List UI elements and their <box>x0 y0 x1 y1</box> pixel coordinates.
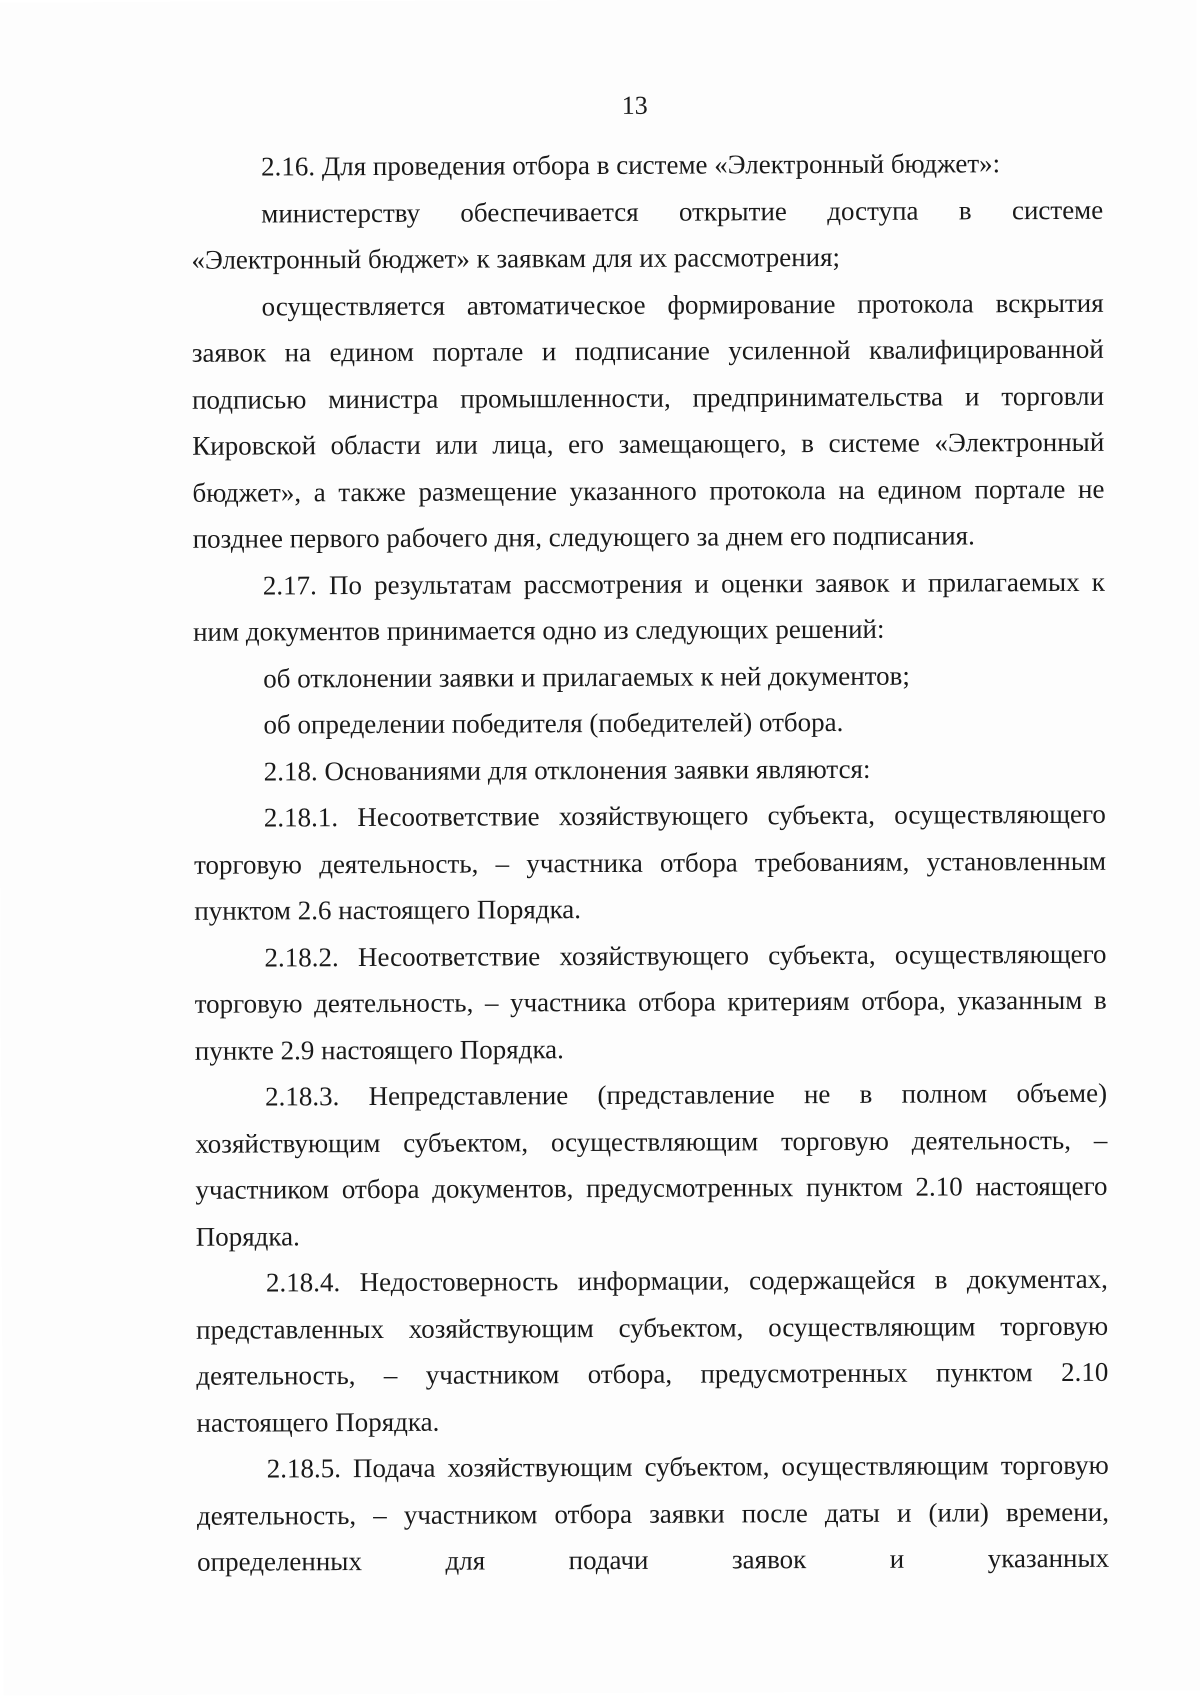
paragraph-2-18-4: 2.18.4. Недостоверность информации, содержащейся в документах, представленных хозяйствующим субъектом, осуществляющим торговую деятельность, – участником отбора, предусмотренных пунктом 2.10 настоящего Порядка. <box>196 1263 1109 1438</box>
paragraph-winner-decision: об определении победителя (победителей) отбора. <box>263 706 844 740</box>
paragraph-ministry-access: министерству обеспечивается открытие доступа в системе «Электронный бюджет» к заявкам для их рассмотрения; <box>191 194 1104 275</box>
page-number: 13 <box>621 90 648 120</box>
paragraph-2-18: 2.18. Основаниями для отклонения заявки являются: <box>263 753 871 786</box>
paragraph-2-18-3: 2.18.3. Непредставление (представление не в полном объеме) хозяйствующим субъектом, осуществляющим торговую деятельность, – участником отбора документов, предусмотренных пунктом 2.10 настоящего Порядка. <box>195 1077 1108 1252</box>
paragraph-2-16: 2.16. Для проведения отбора в системе «Электронный бюджет»: <box>260 148 1001 182</box>
paragraph-protocol-formation: осуществляется автоматическое формирование протокола вскрытия заявок на едином портале и подписание усиленной квалифицированной подписью министра промышленности, предпринимательства и торговли Кировской области или лица, его замещающего, в системе «Электронный бюджет», а также размещение указанного протокола на едином портале не позднее первого рабочего дня, следующего за днем его подписания. <box>191 287 1105 554</box>
paragraph-rejection-decision: об отклонении заявки и прилагаемых к ней документов; <box>263 660 910 693</box>
paragraph-2-18-2: 2.18.2. Несоответствие хозяйствующего субъекта, осуществляющего торговую деятельность, – участника отбора критериям отбора, указанным в пункте 2.9 настоящего Порядка. <box>194 938 1107 1066</box>
document-body <box>191 140 1109 1585</box>
paragraph-2-17: 2.17. По результатам рассмотрения и оценки заявок и прилагаемых к ним документов принимается одно из следующих решений: <box>192 566 1105 647</box>
paragraph-2-18-1: 2.18.1. Несоответствие хозяйствующего субъекта, осуществляющего торговую деятельность, – участника отбора требованиям, установленным пунктом 2.6 настоящего Порядка. <box>194 798 1107 926</box>
paragraph-2-18-5: 2.18.5. Подача хозяйствующим субъектом, осуществляющим торговую деятельность, – участником отбора заявки после даты и (или) времени, определенных для подачи заявок и указанных <box>196 1449 1110 1577</box>
